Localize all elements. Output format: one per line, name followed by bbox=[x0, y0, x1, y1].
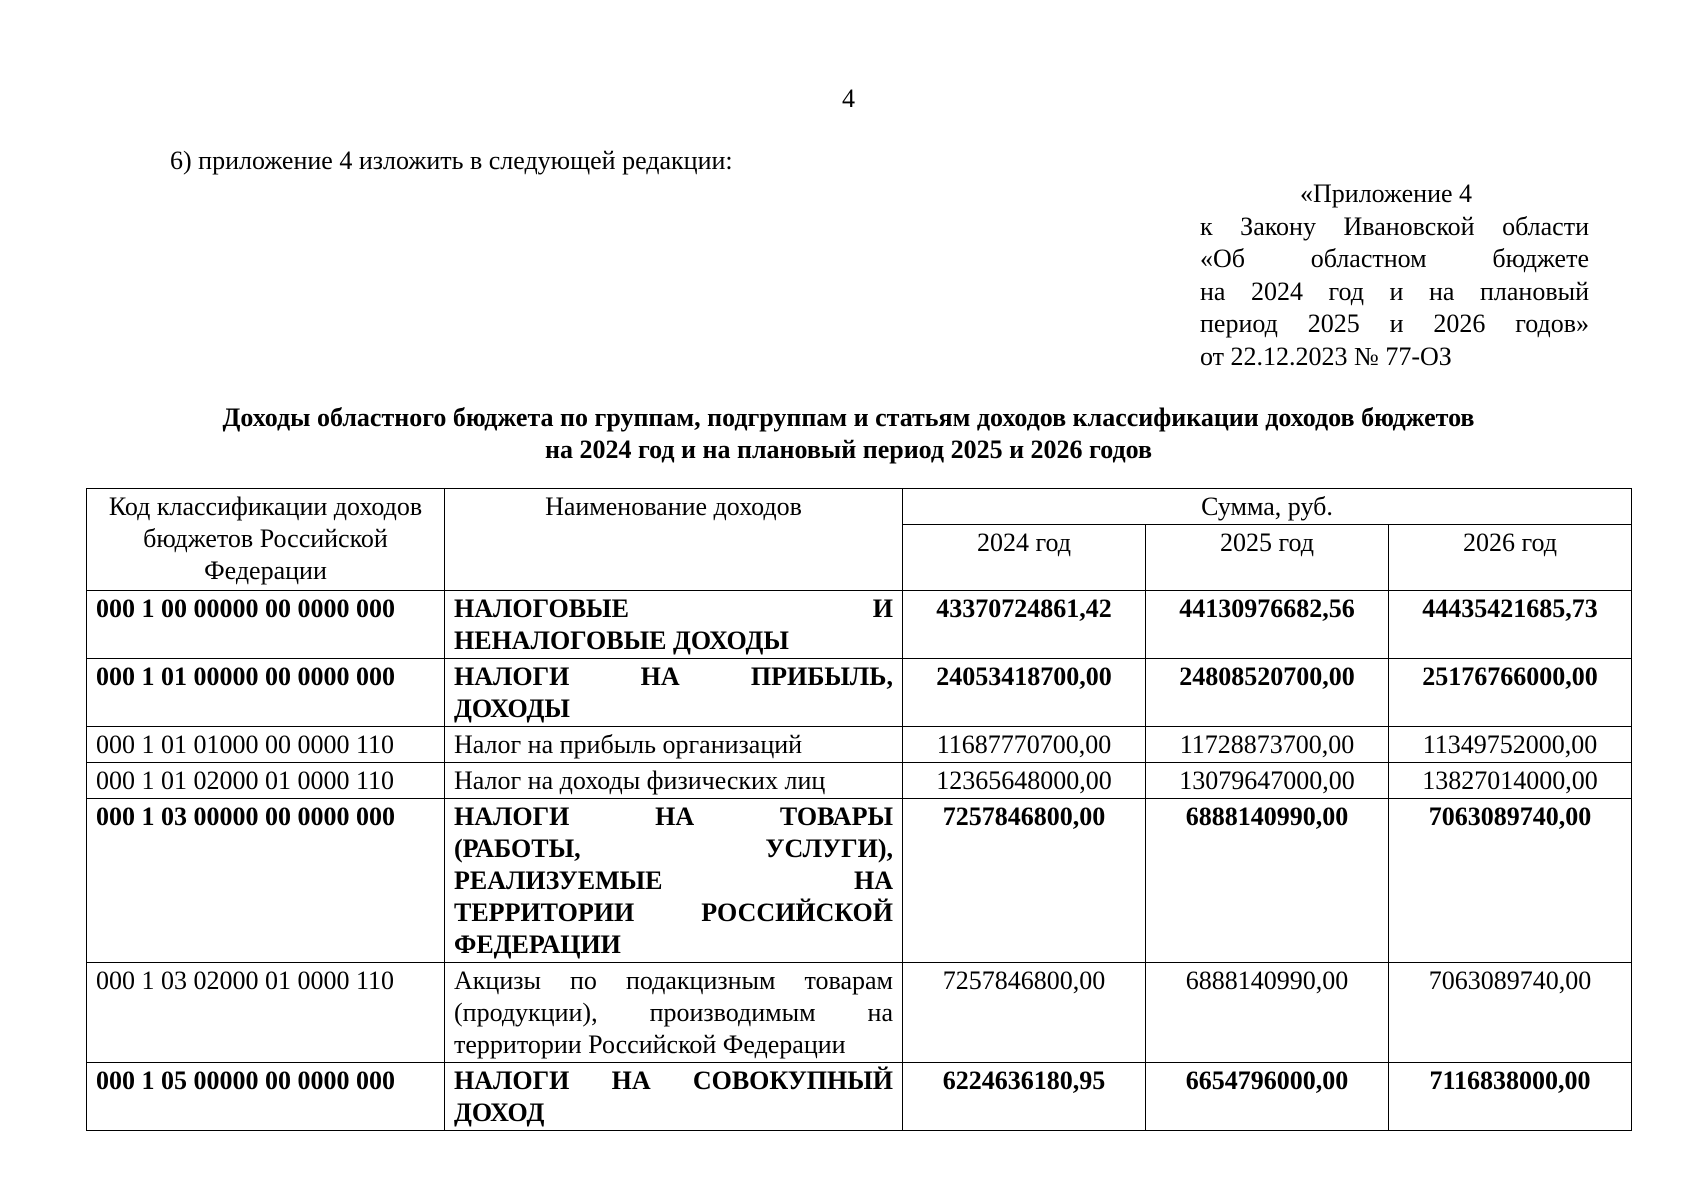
table-row bbox=[87, 1063, 1632, 1131]
row-amount-2024: 7257846800,00 bbox=[903, 799, 1146, 963]
row-name-line: ДОХОД bbox=[454, 1098, 545, 1127]
row-name bbox=[445, 1063, 903, 1131]
row-amount-2026: 25176766000,00 bbox=[1389, 659, 1632, 727]
row-amount-2025: 6888140990,00 bbox=[1146, 799, 1389, 963]
row-amount-2025: 11728873700,00 bbox=[1146, 727, 1389, 763]
row-name-line: РЕАЛИЗУЕМЫЕ НА bbox=[454, 866, 893, 895]
header-year-2026: 2026 год bbox=[1389, 525, 1632, 591]
row-code: 000 1 01 00000 00 0000 000 bbox=[87, 659, 445, 727]
row-name-line: Акцизы по подакцизным товарам bbox=[454, 966, 893, 995]
table-row bbox=[87, 963, 1632, 1063]
row-name-line: НЕНАЛОГОВЫЕ ДОХОДЫ bbox=[454, 626, 789, 655]
row-amount-2026: 13827014000,00 bbox=[1389, 763, 1632, 799]
income-rows bbox=[87, 591, 1632, 1131]
row-name-line: Налог на доходы физических лиц bbox=[454, 766, 826, 795]
row-name bbox=[445, 727, 903, 763]
row-name bbox=[445, 763, 903, 799]
row-amount-2024: 43370724861,42 bbox=[903, 591, 1146, 659]
appendix-line: на 2024 год и на плановый bbox=[1200, 276, 1589, 306]
income-table bbox=[86, 488, 1632, 1131]
row-name-line: НАЛОГИ НА ТОВАРЫ bbox=[454, 802, 893, 831]
header-year-2025: 2025 год bbox=[1146, 525, 1389, 591]
header-sum: Сумма, руб. bbox=[903, 489, 1632, 525]
table-row bbox=[87, 659, 1632, 727]
row-name-line: ДОХОДЫ bbox=[454, 694, 570, 723]
row-code: 000 1 03 00000 00 0000 000 bbox=[87, 799, 445, 963]
appendix-line: период 2025 и 2026 годов» bbox=[1200, 309, 1589, 338]
row-code: 000 1 01 01000 00 0000 110 bbox=[87, 727, 445, 763]
appendix-line: к Закону Ивановской области bbox=[1200, 211, 1589, 241]
row-amount-2026: 7116838000,00 bbox=[1389, 1063, 1632, 1131]
row-amount-2025: 6654796000,00 bbox=[1146, 1063, 1389, 1131]
row-amount-2025: 13079647000,00 bbox=[1146, 763, 1389, 799]
row-amount-2026: 11349752000,00 bbox=[1389, 727, 1632, 763]
intro-text: 6) приложение 4 изложить в следующей редакции: bbox=[170, 146, 733, 175]
document-heading bbox=[80, 402, 1617, 466]
appendix-reference bbox=[1200, 178, 1589, 373]
row-name-line: (РАБОТЫ, УСЛУГИ), bbox=[454, 834, 893, 863]
row-name-line: НАЛОГИ НА ПРИБЫЛЬ, bbox=[454, 662, 893, 691]
appendix-line: «Об областном бюджете bbox=[1200, 244, 1589, 273]
row-code: 000 1 00 00000 00 0000 000 bbox=[87, 591, 445, 659]
row-amount-2024: 11687770700,00 bbox=[903, 727, 1146, 763]
row-amount-2024: 12365648000,00 bbox=[903, 763, 1146, 799]
row-name-line: территории Российской Федерации bbox=[454, 1030, 846, 1059]
heading-line: Доходы областного бюджета по группам, подгруппам и статьям доходов классификации доходов бюджетов bbox=[222, 403, 1475, 432]
row-amount-2026: 44435421685,73 bbox=[1389, 591, 1632, 659]
appendix-law-date: от 22.12.2023 № 77-ОЗ bbox=[1200, 341, 1452, 371]
heading-line: на 2024 год и на плановый период 2025 и 2026 годов bbox=[544, 435, 1153, 464]
row-name-line: ТЕРРИТОРИИ РОССИЙСКОЙ bbox=[454, 898, 893, 927]
row-amount-2026: 7063089740,00 bbox=[1389, 799, 1632, 963]
table-row bbox=[87, 727, 1632, 763]
header-code: Код классификации доходов бюджетов Российской Федерации bbox=[87, 489, 445, 591]
row-name-line: ФЕДЕРАЦИИ bbox=[454, 930, 621, 959]
row-amount-2025: 44130976682,56 bbox=[1146, 591, 1389, 659]
table-row bbox=[87, 799, 1632, 963]
row-name bbox=[445, 799, 903, 963]
row-name bbox=[445, 591, 903, 659]
row-name bbox=[445, 963, 903, 1063]
row-amount-2025: 24808520700,00 bbox=[1146, 659, 1389, 727]
row-name-line: НАЛОГИ НА СОВОКУПНЫЙ bbox=[454, 1066, 893, 1095]
row-name bbox=[445, 659, 903, 727]
row-amount-2024: 7257846800,00 bbox=[903, 963, 1146, 1063]
row-amount-2025: 6888140990,00 bbox=[1146, 963, 1389, 1063]
row-code: 000 1 03 02000 01 0000 110 bbox=[87, 963, 445, 1063]
row-amount-2024: 6224636180,95 bbox=[903, 1063, 1146, 1131]
page-number: 4 bbox=[842, 84, 855, 113]
row-amount-2024: 24053418700,00 bbox=[903, 659, 1146, 727]
table-row bbox=[87, 763, 1632, 799]
table-row bbox=[87, 591, 1632, 659]
header-year-2024: 2024 год bbox=[903, 525, 1146, 591]
row-code: 000 1 05 00000 00 0000 000 bbox=[87, 1063, 445, 1131]
row-name-line: (продукции), производимым на bbox=[454, 998, 893, 1027]
header-name: Наименование доходов bbox=[445, 489, 903, 591]
row-name-line: Налог на прибыль организаций bbox=[454, 730, 803, 759]
row-name-line: НАЛОГОВЫЕ И bbox=[454, 594, 893, 623]
row-code: 000 1 01 02000 01 0000 110 bbox=[87, 763, 445, 799]
row-amount-2026: 7063089740,00 bbox=[1389, 963, 1632, 1063]
appendix-title: «Приложение 4 bbox=[1300, 179, 1473, 208]
